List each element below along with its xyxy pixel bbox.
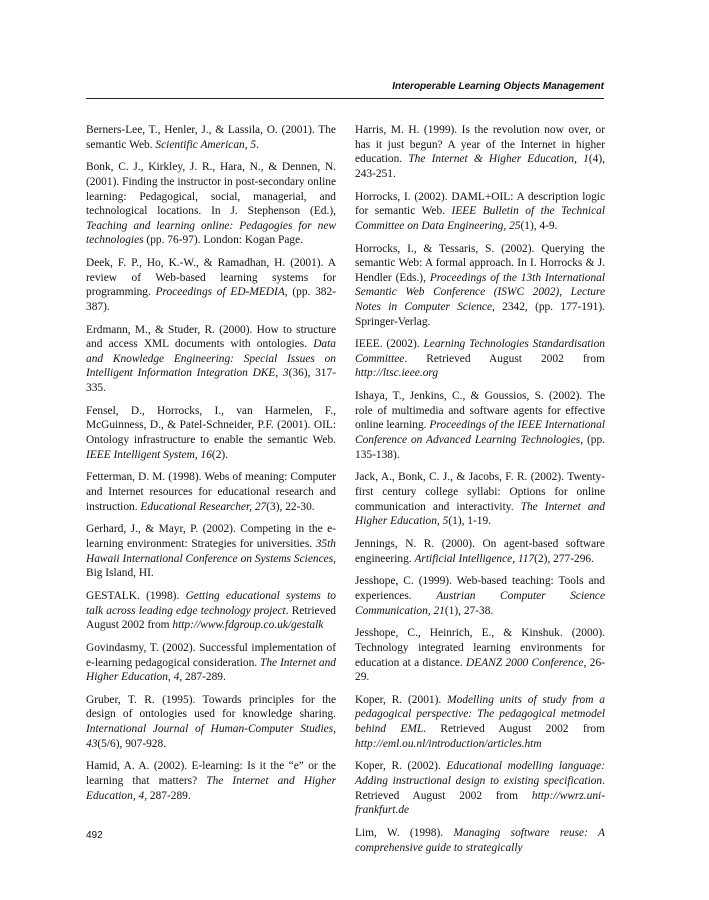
reference-entry [86, 693, 336, 751]
reference-italic-segment: International Journal of Human-Computer Studies, 43 [86, 723, 336, 750]
reference-italic-segment: Scientific American, 5 [155, 138, 257, 151]
reference-segment: , (pp. 135-138). [355, 434, 605, 461]
reference-segment: (36), 317-335. [86, 367, 336, 395]
reference-entry [355, 759, 605, 817]
reference-segment: Bonk, C. J., Kirkley, J. R., Hara, N., & Dennen, N. (2001). Finding the instructor in post-secondary online learning: Pedagogical, social, managerial, and technological locations. In J. Stephenson (Ed.), [86, 161, 336, 218]
reference-entry [86, 470, 336, 514]
reference-entry [355, 190, 605, 234]
reference-segment: Jack, A., Bonk, C. J., & Jacobs, F. R. (2002). Twenty-first century college syllabi: Options for online communication and interactivity. [355, 471, 605, 513]
reference-segment: (5/6), 907-928. [97, 737, 167, 750]
reference-italic-segment: Managing software reuse: A comprehensive guide to strategically [355, 827, 606, 854]
reference-segment: (1), 1-19. [448, 515, 492, 528]
reference-italic-segment: Austrian Computer Science Communication, 21 [355, 589, 606, 617]
reference-segment: Gruber, T. R. (1995). Towards principles for the design of ontologies used for knowledge sharing. [86, 693, 336, 721]
reference-entry [86, 759, 336, 803]
reference-italic-segment: http://eml.ou.nl/introduction/articles.htm [355, 737, 542, 750]
reference-entry [86, 323, 336, 396]
header-rule [86, 98, 604, 99]
reference-segment: , 287-289. [144, 789, 191, 802]
reference-italic-segment: Data and Knowledge Engineering: Special Issues on Intelligent Information Integration DKE, 3 [86, 338, 336, 380]
reference-segment: . Retrieved August 2002 from [404, 352, 605, 365]
reference-segment: Jesshope, C. (1999). Web-based teaching: Tools and experiences. [355, 575, 605, 602]
reference-entry [86, 641, 336, 685]
reference-italic-segment: IEEE Bulletin of the Technical Committee on Data Engineering, 25 [355, 205, 605, 232]
reference-entry [355, 123, 605, 181]
reference-italic-segment: http://www.fdgroup.co.uk/gestalk [172, 619, 324, 632]
reference-italic-segment: Educational modelling language: Adding instructional design to existing specification [355, 760, 606, 788]
reference-italic-segment: Artificial Intelligence, 117 [414, 552, 535, 565]
reference-segment: (1), 4-9. [520, 219, 558, 232]
reference-segment: Horrocks, I., & Tessaris, S. (2002). Querying the semantic Web: A formal approach. In I. Horrocks & J. Hendler (Eds.), [355, 242, 605, 284]
reference-italic-segment: Educational Researcher, 27 [140, 500, 267, 513]
reference-segment: Govindasmy, T. (2002). Successful implementation of e-learning pedagogical consideration. [86, 641, 336, 669]
reference-entry [355, 337, 605, 381]
running-header: Interoperable Learning Objects Management [392, 81, 604, 92]
reference-segment: GESTALK. (1998). [86, 589, 186, 602]
reference-segment: , 2342, (pp. 177-191). Springer-Verlag. [355, 300, 605, 328]
reference-segment: , 287-289. [179, 671, 226, 684]
reference-italic-segment: http://ltsc.ieee.org [355, 367, 439, 380]
reference-italic-segment: The Internet and Higher Education, 4 [86, 656, 336, 684]
reference-segment: , 26-29. [355, 656, 605, 684]
reference-segment: (2). [211, 448, 229, 461]
page-number: 492 [86, 830, 103, 841]
reference-italic-segment: DEANZ 2000 Conference [466, 656, 584, 669]
reference-entry [355, 826, 605, 855]
reference-segment: Koper, R. (2001). [355, 693, 448, 706]
reference-entry [86, 256, 336, 314]
references-column-right [355, 123, 605, 863]
reference-segment: , Big Island, HI. [86, 552, 336, 580]
reference-italic-segment: Learning Technologies Standardisation Committee [355, 338, 605, 365]
reference-segment: Ishaya, T., Jenkins, C., & Goussios, S. (2002). The role of multimedia and software agents for effective online learning. [355, 390, 605, 432]
reference-entry [355, 537, 605, 566]
reference-segment: (3), 22-30. [266, 500, 315, 513]
reference-segment: , (pp. 382-387). [86, 286, 336, 313]
reference-italic-segment: Proceedings of the IEEE International Conference on Advanced Learning Technologies [355, 419, 605, 447]
reference-italic-segment: The Internet & Higher Education, 1 [408, 153, 589, 166]
reference-entry [355, 693, 605, 751]
reference-segment: (4), 243-251. [355, 153, 605, 180]
reference-segment: . [256, 138, 259, 151]
reference-segment: Erdmann, M., & Studer, R. (2000). How to structure and access XML documents with ontologies. [86, 323, 336, 351]
reference-italic-segment: Lecture Notes in Computer Science [355, 286, 606, 313]
reference-segment: Harris, M. H. (1999). Is the revolution now over, or has it just begun? A year of the Internet in higher education. [355, 124, 605, 166]
reference-entry [355, 242, 605, 330]
reference-segment: (pp. 76-97). London: Kogan Page. [143, 234, 304, 247]
reference-italic-segment: IEEE Intelligent System, 16 [86, 448, 212, 461]
reference-segment: Hamid, A. A. (2002). E-learning: Is it the “e” or the learning that matters? [86, 760, 336, 788]
reference-segment: Horrocks, I. (2002). DAML+OIL: A description logic for semantic Web. [355, 190, 605, 218]
reference-entry [355, 626, 605, 684]
reference-entry [355, 574, 605, 618]
reference-entry [86, 123, 336, 152]
reference-segment: , [559, 286, 571, 299]
reference-entry [355, 389, 605, 462]
reference-segment: Fensel, D., Horrocks, I., van Harmelen, F., McGuinness, D., & Patel-Schneider, P.F. (2001). OIL: Ontology infrastructure to enable the semantic Web. [86, 404, 336, 447]
reference-segment: Jesshope, C., Heinrich, E., & Kinshuk. (2000). Technology integrated learning environments for education at a distance. [355, 627, 605, 669]
reference-segment: (1), 27-38. [444, 604, 494, 617]
reference-segment: . Retrieved August 2002 from [423, 723, 605, 736]
reference-italic-segment: 35th Hawaii International Conference on Systems Sciences [86, 537, 336, 565]
reference-segment: (2), 277-296. [534, 552, 594, 565]
reference-italic-segment: Modelling units of study from a pedagogical perspective: The pedagogical metmodel behind EML [355, 693, 606, 736]
reference-segment: Deek, F. P., Ho, K.-W., & Ramadhan, H. (2001). A review of Web-based learning systems for programming. [86, 257, 336, 299]
reference-segment: Koper, R. (2002). [355, 760, 447, 773]
reference-entry [86, 160, 336, 248]
reference-italic-segment: Teaching and learning online: Pedagogies for new technologies [86, 219, 336, 247]
reference-italic-segment: The Internet and Higher Education, 4 [86, 775, 337, 802]
reference-segment: Jennings, N. R. (2000). On agent-based software engineering. [355, 537, 605, 565]
reference-segment: Berners-Lee, T., Henler, J., & Lassila, O. (2001). The semantic Web. [86, 124, 336, 151]
reference-segment: Lim, W. (1998). [355, 827, 454, 839]
reference-entry [86, 589, 336, 633]
reference-segment: . Retrieved August 2002 from [355, 775, 605, 802]
reference-entry [86, 404, 336, 462]
reference-segment: . Retrieved August 2002 from [86, 604, 336, 632]
references-column-left [86, 123, 336, 811]
reference-segment: Fetterman, D. M. (1998). Webs of meaning: Computer and Internet resources for educational research and instruction. [86, 471, 336, 513]
reference-entry [355, 470, 605, 528]
reference-entry [86, 522, 336, 580]
reference-segment: IEEE. (2002). [355, 338, 424, 351]
reference-italic-segment: Getting educational systems to talk across leading edge technology project [86, 589, 336, 617]
reference-segment: Gerhard, J., & Mayr, P. (2002). Competing in the e-learning environment: Strategies for universities. [86, 523, 336, 550]
reference-italic-segment: The Internet and Higher Education, 5 [355, 500, 605, 528]
reference-italic-segment: Proceedings of ED-MEDIA [155, 286, 285, 299]
reference-italic-segment: Proceedings of the 13th International Semantic Web Conference (ISWC 2002) [355, 271, 606, 299]
reference-italic-segment: http://wwrz.uni-frankfurt.de [355, 789, 605, 817]
